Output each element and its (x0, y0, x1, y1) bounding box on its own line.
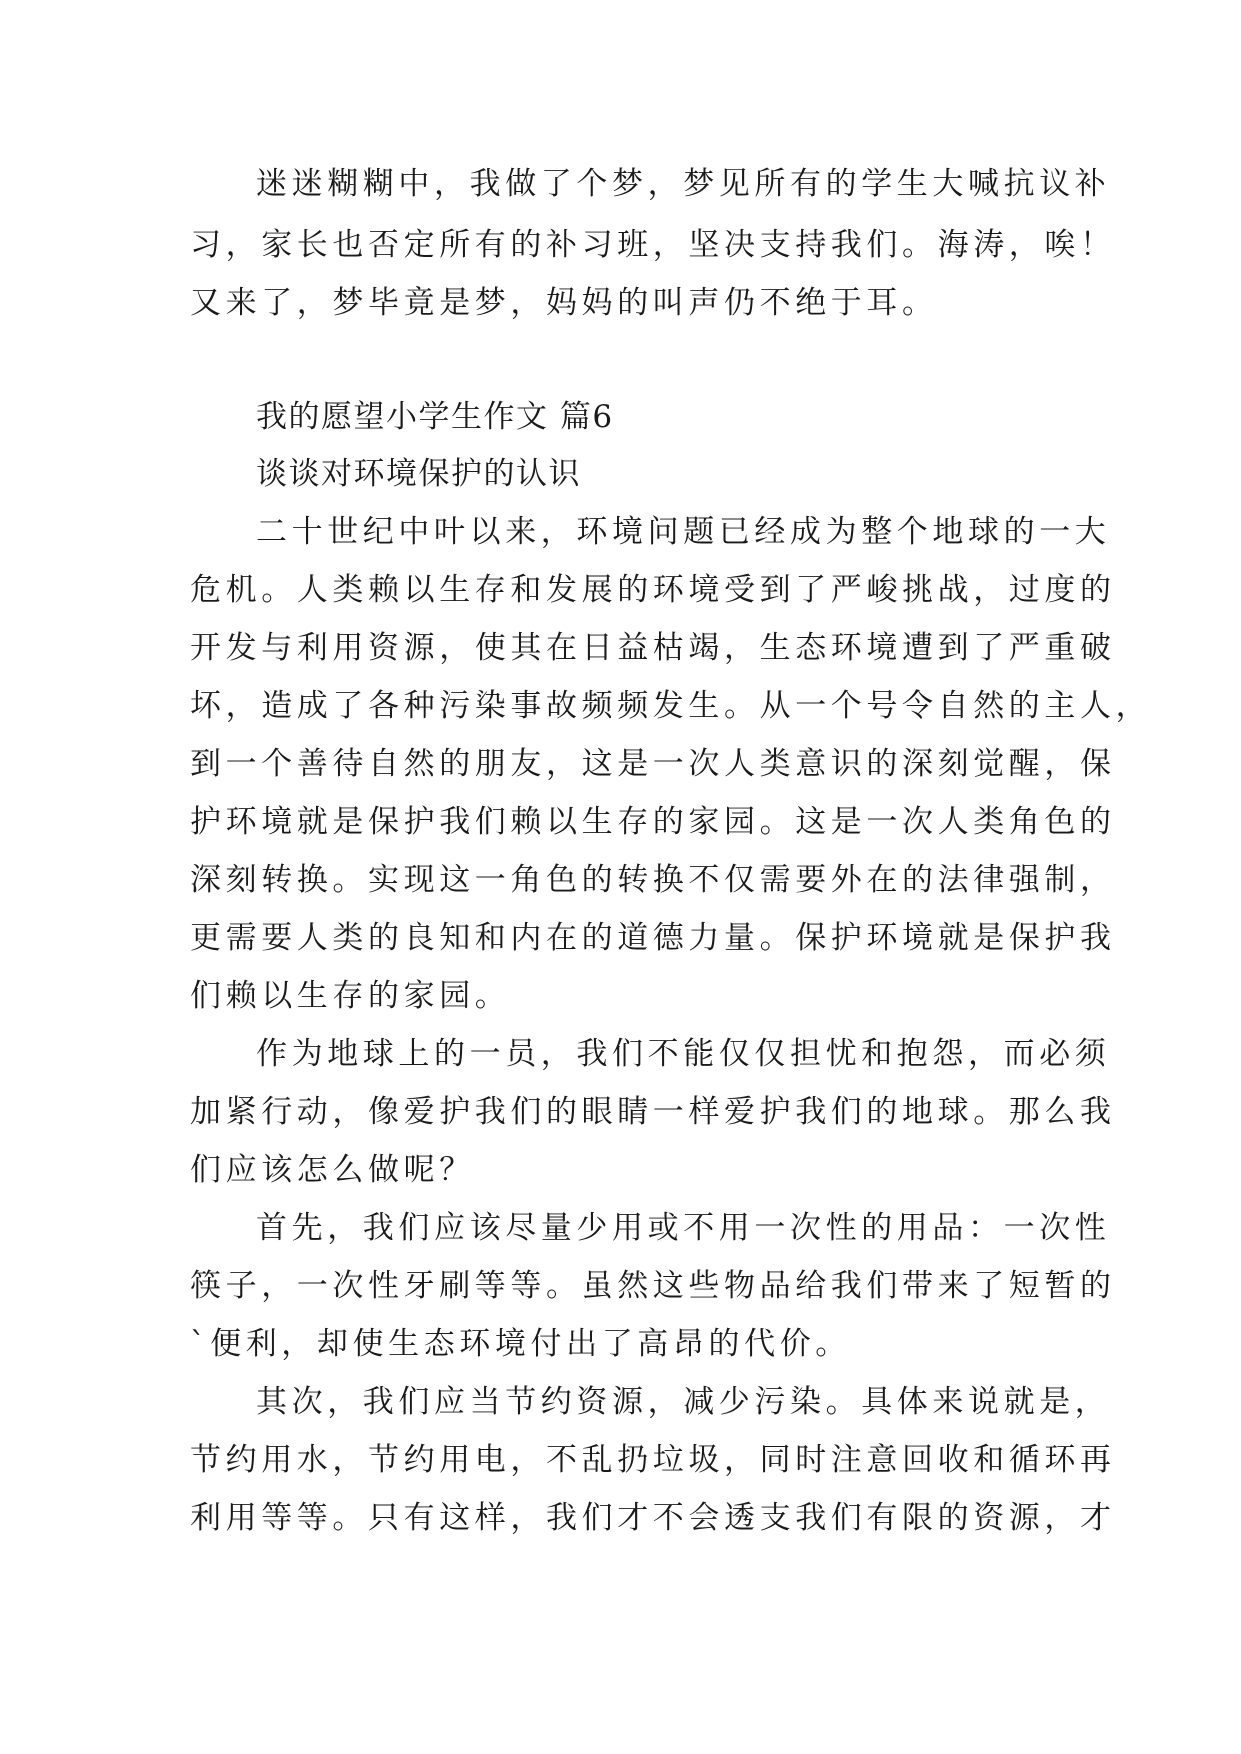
essay-heading: 我的愿望小学生作文 篇6 (256, 399, 614, 435)
paragraph-line: 又来了，梦毕竟是梦，妈妈的叫声仍不绝于耳。 (190, 285, 938, 321)
paragraph-line: 其次，我们应当节约资源，减少污染。具体来说就是， (256, 1384, 1111, 1420)
paragraph-line: 二十世纪中叶以来，环境问题已经成为整个地球的一大 (256, 514, 1111, 550)
paragraph-line: 到一个善待自然的朋友，这是一次人类意识的深刻觉醒，保 (190, 746, 1116, 782)
paragraph-line: 首先，我们应该尽量少用或不用一次性的用品：一次性 (256, 1210, 1111, 1246)
paragraph-line: 利用等等。只有这样，我们才不会透支我们有限的资源，才 (190, 1500, 1116, 1536)
paragraph-line: 迷迷糊糊中，我做了个梦，梦见所有的学生大喊抗议补 (256, 166, 1111, 202)
paragraph-line: 节约用水，节约用电，不乱扔垃圾，同时注意回收和循环再 (190, 1442, 1116, 1478)
paragraph-line: 们应该怎么做呢？ (190, 1152, 475, 1188)
paragraph-line: 筷子，一次性牙刷等等。虽然这些物品给我们带来了短暂的 (190, 1268, 1116, 1304)
paragraph-line: 习，家长也否定所有的补习班，坚决支持我们。海涛，唉！ (190, 227, 1116, 263)
paragraph-line: `便利，却使生态环境付出了高昂的代价。 (190, 1326, 851, 1362)
essay-title: 谈谈对环境保护的认识 (256, 456, 581, 492)
paragraph-line: 坏，造成了各种污染事故频频发生。从一个号令自然的主人， (190, 688, 1152, 724)
paragraph-line: 开发与利用资源，使其在日益枯竭，生态环境遭到了严重破 (190, 630, 1116, 666)
paragraph-line: 们赖以生存的家园。 (190, 978, 511, 1014)
paragraph-line: 危机。人类赖以生存和发展的环境受到了严峻挑战，过度的 (190, 572, 1116, 608)
paragraph-line: 深刻转换。实现这一角色的转换不仅需要外在的法律强制， (190, 862, 1116, 898)
paragraph-line: 护环境就是保护我们赖以生存的家园。这是一次人类角色的 (190, 804, 1116, 840)
paragraph-line: 更需要人类的良知和内在的道德力量。保护环境就是保护我 (190, 920, 1116, 956)
paragraph-line: 作为地球上的一员，我们不能仅仅担忧和抱怨，而必须 (256, 1036, 1111, 1072)
paragraph-line: 加紧行动，像爱护我们的眼睛一样爱护我们的地球。那么我 (190, 1094, 1116, 1130)
